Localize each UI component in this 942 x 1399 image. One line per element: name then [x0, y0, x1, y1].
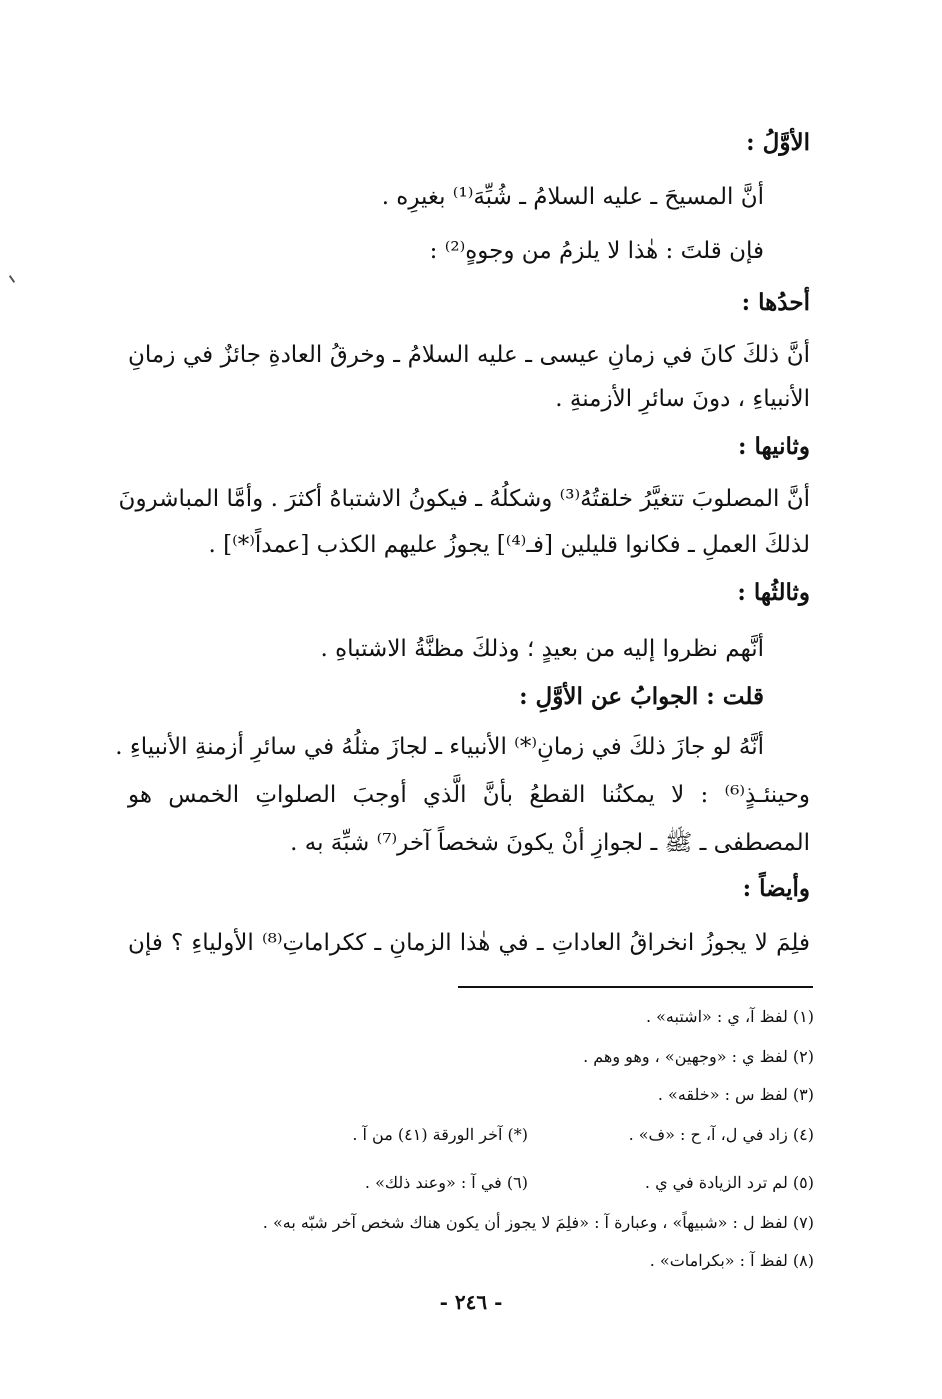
body-line: فإن قلتَ : هٰذا لا يلزمُ من وجوهٍ⁽²⁾ : [429, 238, 764, 264]
body-line: وحينئـذٍ⁽⁶⁾ : لا يمكنُنا القطعُ بأنَّ الَّذي أوجبَ الصلواتِ الخمس هو [128, 782, 810, 808]
heading-also: وأيضاً : [742, 875, 810, 902]
heading-third-point: وثالثُها : [737, 579, 810, 606]
footnote-3: (٣) لفظ س : «خلقه» . [657, 1085, 814, 1104]
heading-first-point: أحدُها : [741, 289, 810, 316]
scan-mark [9, 275, 15, 283]
heading-first: الأوَّلُ : [746, 129, 810, 156]
footnote-5: (٥) لم ترد الزيادة في ي . [644, 1173, 814, 1192]
page-number: - ٢٤٦ - [439, 1290, 503, 1314]
footnote-separator [458, 986, 813, 988]
body-line: المصطفى ـ ﷺ ـ لجوازِ أنْ يكونَ شخصاً آخر⁽⁷⁾ شبِّهَ به . [290, 830, 810, 856]
footnote-1: (١) لفظ آ، ي : «اشتبه» . [645, 1007, 814, 1026]
body-line: لذلكَ العملِ ـ فكانوا قليلين [فـ⁽⁴⁾] يجوزُ عليهم الكذب [عمداً⁽*⁾] . [208, 532, 810, 558]
body-line: الأنبياءِ ، دونَ سائرِ الأزمنةِ . [555, 386, 810, 412]
heading-second-point: وثانيها : [738, 433, 810, 460]
body-line: أنَّ ذلكَ كانَ في زمانِ عيسى ـ عليه السلامُ ـ وخرقُ العادةِ جائزٌ في زمانِ [128, 342, 810, 368]
footnote-7: (٧) لفظ ل : «شبيهاً» ، وعبارة آ : «فلِمَ لا يجوز أن يكون هناك شخص آخر شبّه به» . [262, 1213, 814, 1232]
footnote-6: (٦) في آ : «وعند ذلك» . [364, 1173, 528, 1192]
footnote-4: (٤) زاد في ل، آ، ح : «ف» . [628, 1125, 814, 1144]
body-line: فلِمَ لا يجوزُ انخراقُ العاداتِ ـ في هٰذا الزمانِ ـ ككراماتِ⁽⁸⁾ الأولياءِ ؟ فإن [128, 930, 810, 956]
body-line: أنَّ المصلوبَ تتغيَّرُ خلقتُهُ⁽³⁾ وشكلُهُ ـ فيكونُ الاشتباهُ أكثرَ . وأمَّا المباشرونَ [118, 486, 810, 512]
body-line: أنَّهم نظروا إليه من بعيدٍ ؛ وذلكَ مظنَّةُ الاشتباهِ . [320, 636, 764, 662]
footnote-star: (*) آخر الورقة (٤١) من آ . [352, 1125, 528, 1144]
footnote-2: (٢) لفظ ي : «وجهين» ، وهو وهم . [583, 1047, 814, 1066]
body-line: أنَّهُ لو جازَ ذلكَ في زمانِ⁽*⁾ الأنبياء ـ لجازَ مثلُهُ في سائرِ أزمنةِ الأنبياءِ . [115, 734, 764, 760]
body-line: أنَّ المسيحَ ـ عليه السلامُ ـ شُبِّهَ⁽¹⁾ بغيرِه . [381, 184, 764, 210]
footnote-8: (٨) لفظ آ : «بكرامات» . [649, 1251, 814, 1270]
heading-answer: قلت : الجوابُ عن الأوَّلِ : [519, 683, 764, 710]
